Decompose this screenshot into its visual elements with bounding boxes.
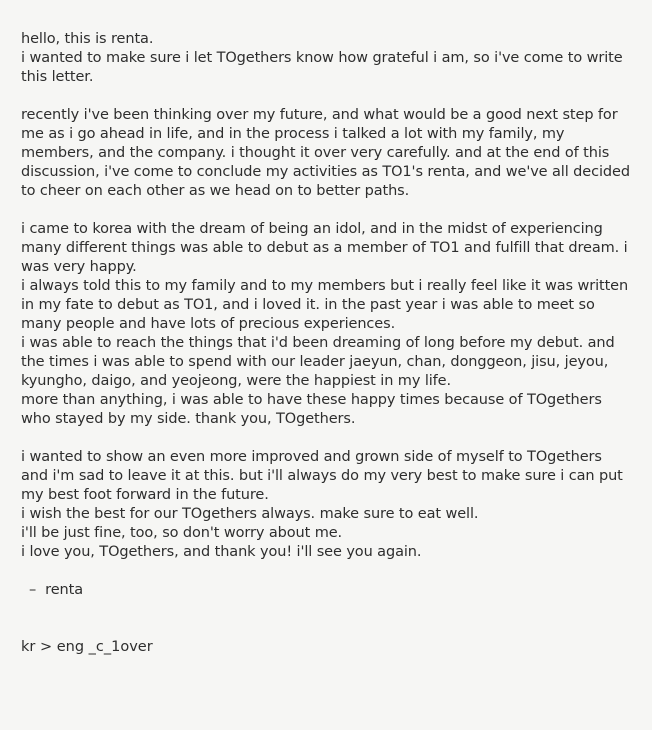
letter-line: more than anything, i was able to have these happy times because of TOgethers who stayed by my side. thank you, TOgethers. [21,392,607,427]
letter-line: i wanted to show an even more improved and grown side of myself to TOgethers and i'm sad to leave it at this. but i'll always do my very best to make sure i can put my best foot forward in the future. [21,449,628,503]
paragraph: recently i've been thinking over my future, and what would be a good next step for me as i go ahead in life, and in the process i talked a lot with my family, my members, and the company. i thought it over very carefully. and at the end of this discussion, i've come to conclude my activities as TO1's renta, and we've all decided to cheer on each other as we head on to better paths. [21,107,635,199]
letter-body [21,30,633,600]
translation-credit: kr > eng _c_1over [21,639,153,655]
letter-line: i love you, TOgethers, and thank you! i'll see you again. [21,544,422,560]
letter-line: i always told this to my family and to my members but i really feel like it was written in my fate to debut as TO1, and i loved it. in the past year i was able to meet so many people and have lots of precious experiences. [21,278,633,332]
letter-line: i wish the best for our TOgethers always. make sure to eat well. [21,506,479,522]
signature: – renta [29,582,83,598]
letter-line: i'll be just fine, too, so don't worry about me. [21,525,343,541]
letter-line: i wanted to make sure i let TOgethers know how grateful i am, so i've come to write this letter. [21,50,628,85]
letter-line: i came to korea with the dream of being an idol, and in the midst of experiencing many different things was able to debut as a member of TO1 and fulfill that dream. i was very happy. [21,221,633,275]
letter-line: i was able to reach the things that i'd been dreaming of long before my debut. and the times i was able to spend with our leader jaeyun, chan, donggeon, jisu, jeyou, kyungho, daigo, and yeojeong, were the happiest in my life. [21,335,620,389]
greeting-line: hello, this is renta. [21,31,154,47]
